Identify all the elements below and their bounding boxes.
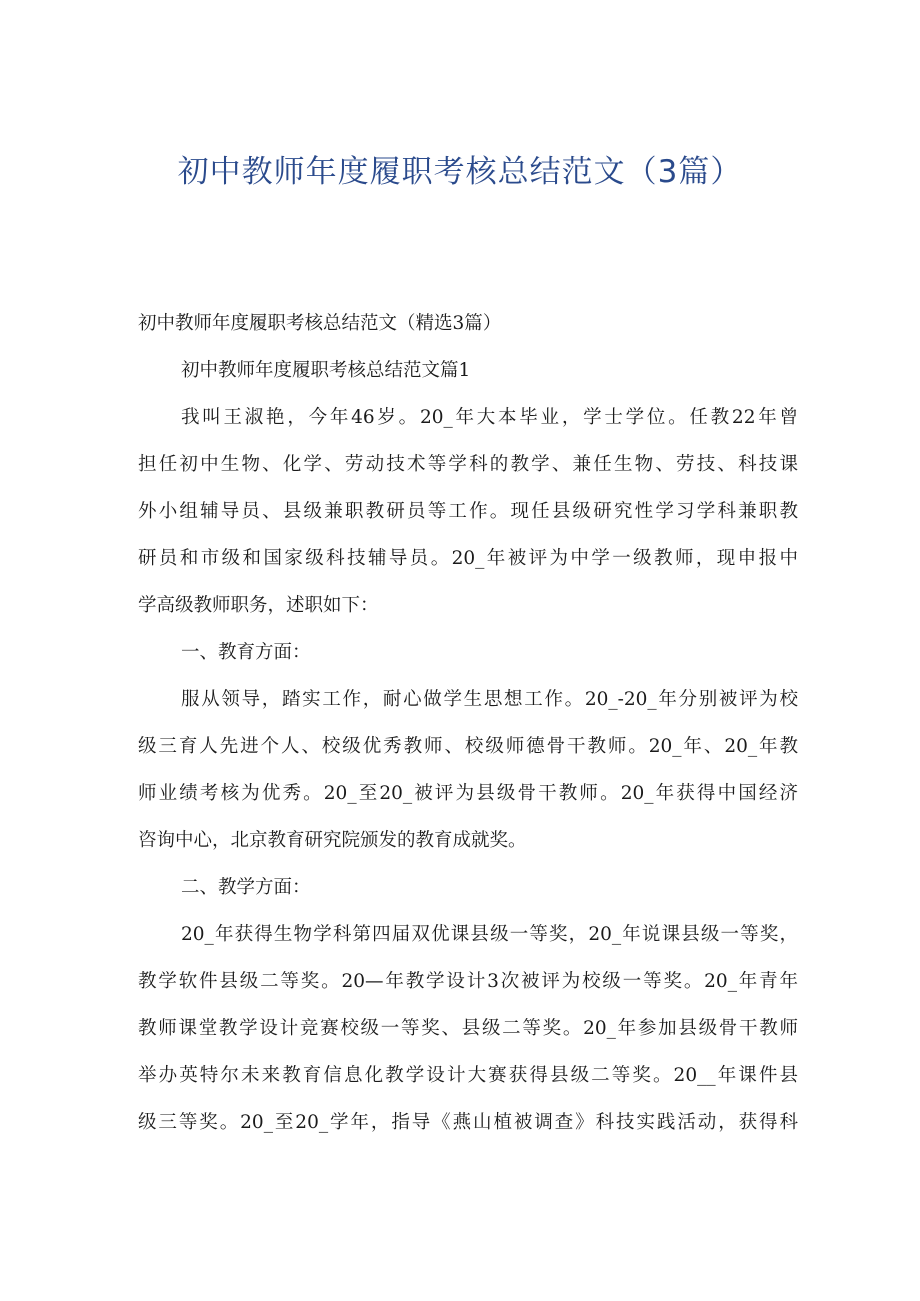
paragraph-line: 学高级教师职务，述职如下： [138,595,379,616]
subtitle-line: 初中教师年度履职考核总结范文（精选3篇） [138,313,502,334]
paragraph-line: 服从领导，踏实工作，耐心做学生思想工作。20_-20_年分别被评为校 [181,689,798,710]
paragraph-line: 师业绩考核为优秀。20_至20_被评为县级骨干教师。20_年获得中国经济 [138,783,798,804]
paragraph-line: 教师课堂教学设计竞赛校级一等奖、县级二等奖。20_年参加县级骨干教师 [138,1018,798,1039]
document-body [138,305,798,1142]
paragraph-line: 外小组辅导员、县级兼职教研员等工作。现任县级研究性学习学科兼职教 [138,501,798,522]
paragraph-line: 咨询中心，北京教育研究院颁发的教育成就奖。 [138,830,527,851]
paragraph-line: 举办英特尔未来教育信息化教学设计大赛获得县级二等奖。20__年课件县 [138,1065,798,1086]
paragraph-line: 教学软件县级二等奖。20—年教学设计3次被评为校级一等奖。20_年青年 [138,971,798,992]
document-title: 初中教师年度履职考核总结范文（3篇） [177,154,743,190]
section-heading: 初中教师年度履职考核总结范文篇1 [181,360,471,381]
paragraph-line: 级三等奖。20_至20_学年，指导《燕山植被调查》科技实践活动，获得科 [138,1112,798,1133]
paragraph-line: 级三育人先进个人、校级优秀教师、校级师德骨干教师。20_年、20_年教 [138,736,798,757]
paragraph-line: 我叫王淑艳，今年46岁。20_年大本毕业，学士学位。任教22年曾 [181,407,798,428]
paragraph-line: 担任初中生物、化学、劳动技术等学科的教学、兼任生物、劳技、科技课 [138,454,798,475]
section-heading: 一、教育方面： [181,642,311,663]
paragraph-line: 20_年获得生物学科第四届双优课县级一等奖，20_年说课县级一等奖， [181,924,798,945]
paragraph-line: 研员和市级和国家级科技辅导员。20_年被评为中学一级教师，现申报中 [138,548,798,569]
section-heading: 二、教学方面： [181,877,311,898]
